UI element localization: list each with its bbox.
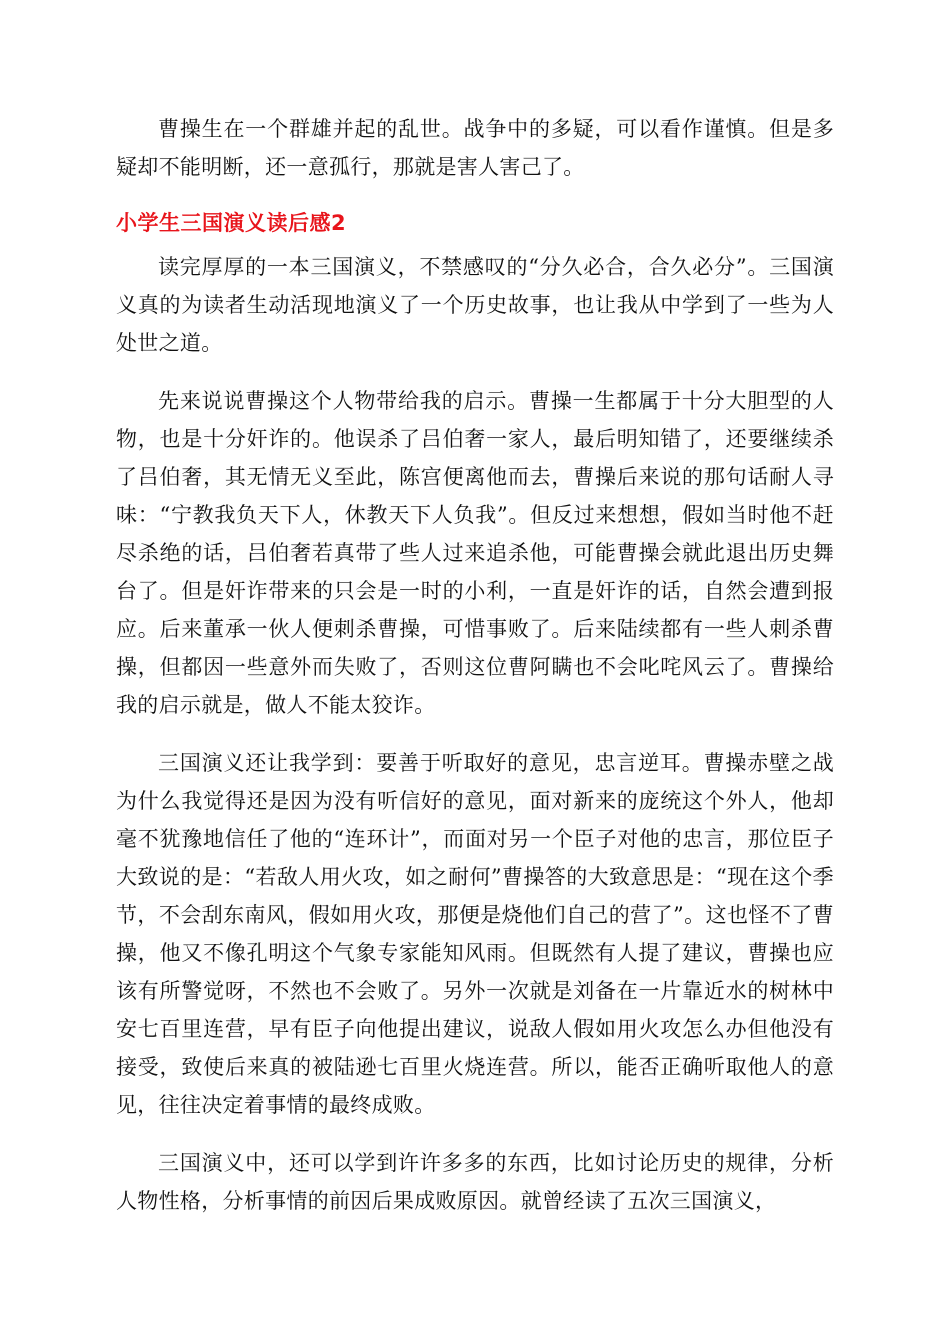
paragraph-4: 三国演义中，还可以学到许许多多的东西，比如讨论历史的规律，分析人物性格，分析事情的前因后果成败原因。就曾经读了五次三国演义， <box>116 1151 834 1213</box>
paragraph-1: 读完厚厚的一本三国演义，不禁感叹的“分久必合，合久必分”。三国演义真的为读者生动活现地演义了一个历史故事，也让我从中学到了一些为人处世之道。 <box>116 255 834 355</box>
paragraph-intro: 曹操生在一个群雄并起的乱世。战争中的多疑，可以看作谨慎。但是多疑却不能明断，还一意孤行，那就是害人害己了。 <box>116 117 834 179</box>
document-body <box>116 110 834 1240</box>
section-heading: 小学生三国演义读后感2 <box>116 211 347 235</box>
paragraph-2: 先来说说曹操这个人物带给我的启示。曹操一生都属于十分大胆型的人物，也是十分奸诈的。他误杀了吕伯奢一家人，最后明知错了，还要继续杀了吕伯奢，其无情无义至此，陈宫便离他而去，曹操后来说的那句话耐人寻味：“宁教我负天下人，休教天下人负我”。但反过来想想，假如当时他不赶尽杀绝的话，吕伯奢若真带了些人过来追杀他，可能曹操会就此退出历史舞台了。但是奸诈带来的只会是一时的小利，一直是奸诈的话，自然会遭到报应。后来董承一伙人便刺杀曹操，可惜事败了。后来陆续都有一些人刺杀曹操，但都因一些意外而失败了，否则这位曹阿瞒也不会叱咤风云了。曹操给我的启示就是，做人不能太狡诈。 <box>116 389 834 717</box>
paragraph-3: 三国演义还让我学到：要善于听取好的意见，忠言逆耳。曹操赤壁之战为什么我觉得还是因为没有听信好的意见，面对新来的庞统这个外人，他却毫不犹豫地信任了他的“连环计”，而面对另一个臣子对他的忠言，那位臣子大致说的是：“若敌人用火攻，如之耐何”曹操答的大致意思是：“现在这个季节，不会刮东南风，假如用火攻，那便是烧他们自己的营了”。这也怪不了曹操，他又不像孔明这个气象专家能知风雨。但既然有人提了建议，曹操也应该有所警觉呀，不然也不会败了。另外一次就是刘备在一片靠近水的树林中安七百里连营，早有臣子向他提出建议，说敌人假如用火攻怎么办但他没有接受，致使后来真的被陆逊七百里火烧连营。所以，能否正确听取他人的意见，往往决定着事情的最终成败。 <box>116 751 834 1117</box>
